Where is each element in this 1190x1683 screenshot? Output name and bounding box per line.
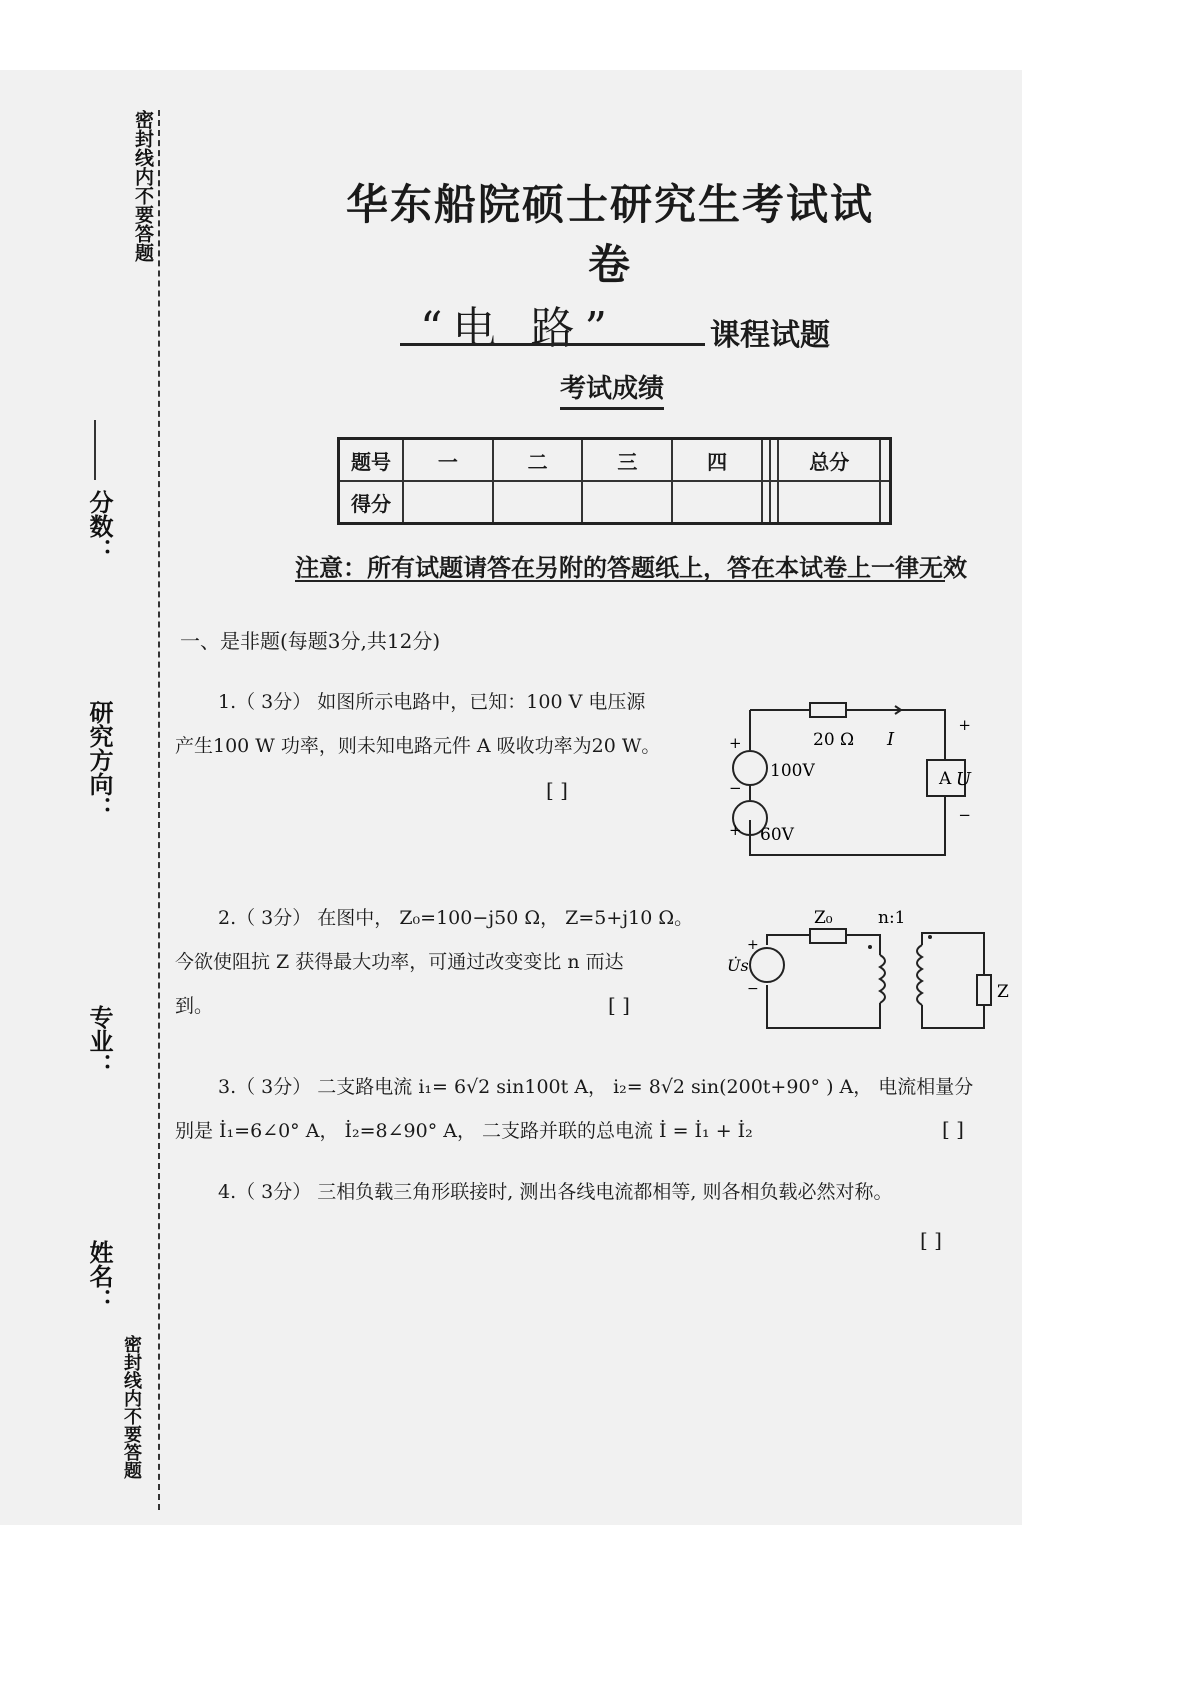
table-cell — [672, 481, 762, 524]
question-2-line-1: 2.（ 3分） 在图中， Z₀=100−j50 Ω， Z=5+j10 Ω。 — [218, 907, 694, 929]
question-1-circuit — [715, 690, 975, 865]
table-cell — [778, 481, 880, 524]
major-field-label: 专业： — [85, 1005, 113, 1077]
exam-notice: 注意：所有试题请答在另附的答题纸上，答在本试卷上一律无效 — [295, 554, 967, 582]
table-cell: 题号 — [339, 439, 404, 482]
table-cell: 一 — [403, 439, 493, 482]
question-1-line-1: 1.（ 3分） 如图所示电路中，已知：100 V 电压源 — [218, 691, 646, 713]
question-1-line-2: 产生100 W 功率，则未知电路元件 A 吸收功率为20 W。 — [175, 735, 661, 757]
table-row — [339, 439, 891, 482]
table-cell — [880, 481, 890, 524]
direction-field-label: 研究方向： — [85, 700, 113, 820]
table-cell — [762, 481, 770, 524]
score-heading: 考试成绩 — [560, 368, 664, 410]
table-cell — [493, 481, 583, 524]
minus-sign: − — [747, 981, 759, 997]
question-4-line-1: 4.（ 3分） 三相负载三角形联接时, 测出各线电流都相等, 则各相负载必然对称。 — [218, 1181, 893, 1203]
plus-sign: + — [958, 716, 971, 734]
plus-sign: + — [729, 734, 742, 752]
load-z-label: Z — [997, 982, 1009, 1002]
table-cell: 四 — [672, 439, 762, 482]
notice-underline — [295, 580, 945, 582]
table-cell — [770, 439, 778, 482]
question-2-line-3: 到。 — [175, 995, 214, 1017]
name-field-label: 姓名： — [85, 1240, 113, 1312]
table-cell: 总分 — [778, 439, 880, 482]
current-label: I — [887, 729, 895, 750]
score-field-line — [94, 420, 96, 480]
turns-ratio-label: n:1 — [878, 908, 906, 928]
question-4-answer-bracket: [ ] — [920, 1228, 942, 1252]
plus-sign: + — [747, 937, 759, 953]
table-cell: 得分 — [339, 481, 404, 524]
minus-sign: − — [729, 779, 742, 797]
seal-warning-bottom: 密封线内不要答题 — [121, 1335, 142, 1479]
source-100v-label: 100V — [770, 761, 815, 781]
question-2-line-2: 今欲使阻抗 Z 获得最大功率，可通过改变变比 n 而达 — [175, 951, 624, 973]
table-cell — [880, 439, 890, 482]
table-cell — [582, 481, 672, 524]
seal-warning-top: 密封线内不要答题 — [132, 110, 154, 262]
question-3-answer-bracket: [ ] — [942, 1117, 964, 1141]
course-name-handwritten: “电 路” — [420, 303, 617, 354]
table-cell: 三 — [582, 439, 672, 482]
element-a-label: A — [939, 769, 952, 789]
exam-title: 华东船院硕士研究生考试试卷 — [345, 180, 874, 289]
question-1-answer-bracket: [ ] — [546, 778, 568, 802]
grade-table — [337, 437, 892, 525]
course-label: 课程试题 — [710, 318, 830, 353]
table-cell: 二 — [493, 439, 583, 482]
voltage-u-label: U — [955, 769, 971, 790]
score-field-label: 分数： — [85, 490, 113, 562]
seal-line — [158, 110, 160, 1510]
source-60v-label: 60V — [760, 825, 794, 845]
source-us-label: U̇s — [727, 956, 749, 975]
plus-sign: + — [729, 821, 742, 839]
table-cell — [403, 481, 493, 524]
question-2-answer-bracket: [ ] — [608, 993, 630, 1017]
section-heading: 一、是非题(每题3分,共12分) — [180, 629, 441, 653]
course-underline — [400, 343, 705, 346]
minus-sign: − — [958, 806, 971, 824]
table-row — [339, 481, 891, 524]
question-3-line-2: 别是 İ₁=6∠0° A， İ₂=8∠90° A， 二支路并联的总电流 İ = İ₁ + İ₂ — [175, 1120, 753, 1142]
resistor-label: 20 Ω — [813, 730, 855, 750]
question-2-circuit — [722, 905, 1022, 1035]
question-3-line-1: 3.（ 3分） 二支路电流 i₁= 6√2 sin100t A， i₂= 8√2 sin(200t+90° ) A， 电流相量分 — [218, 1076, 974, 1098]
z0-label: Z₀ — [814, 908, 833, 928]
table-cell — [770, 481, 778, 524]
table-cell — [762, 439, 770, 482]
